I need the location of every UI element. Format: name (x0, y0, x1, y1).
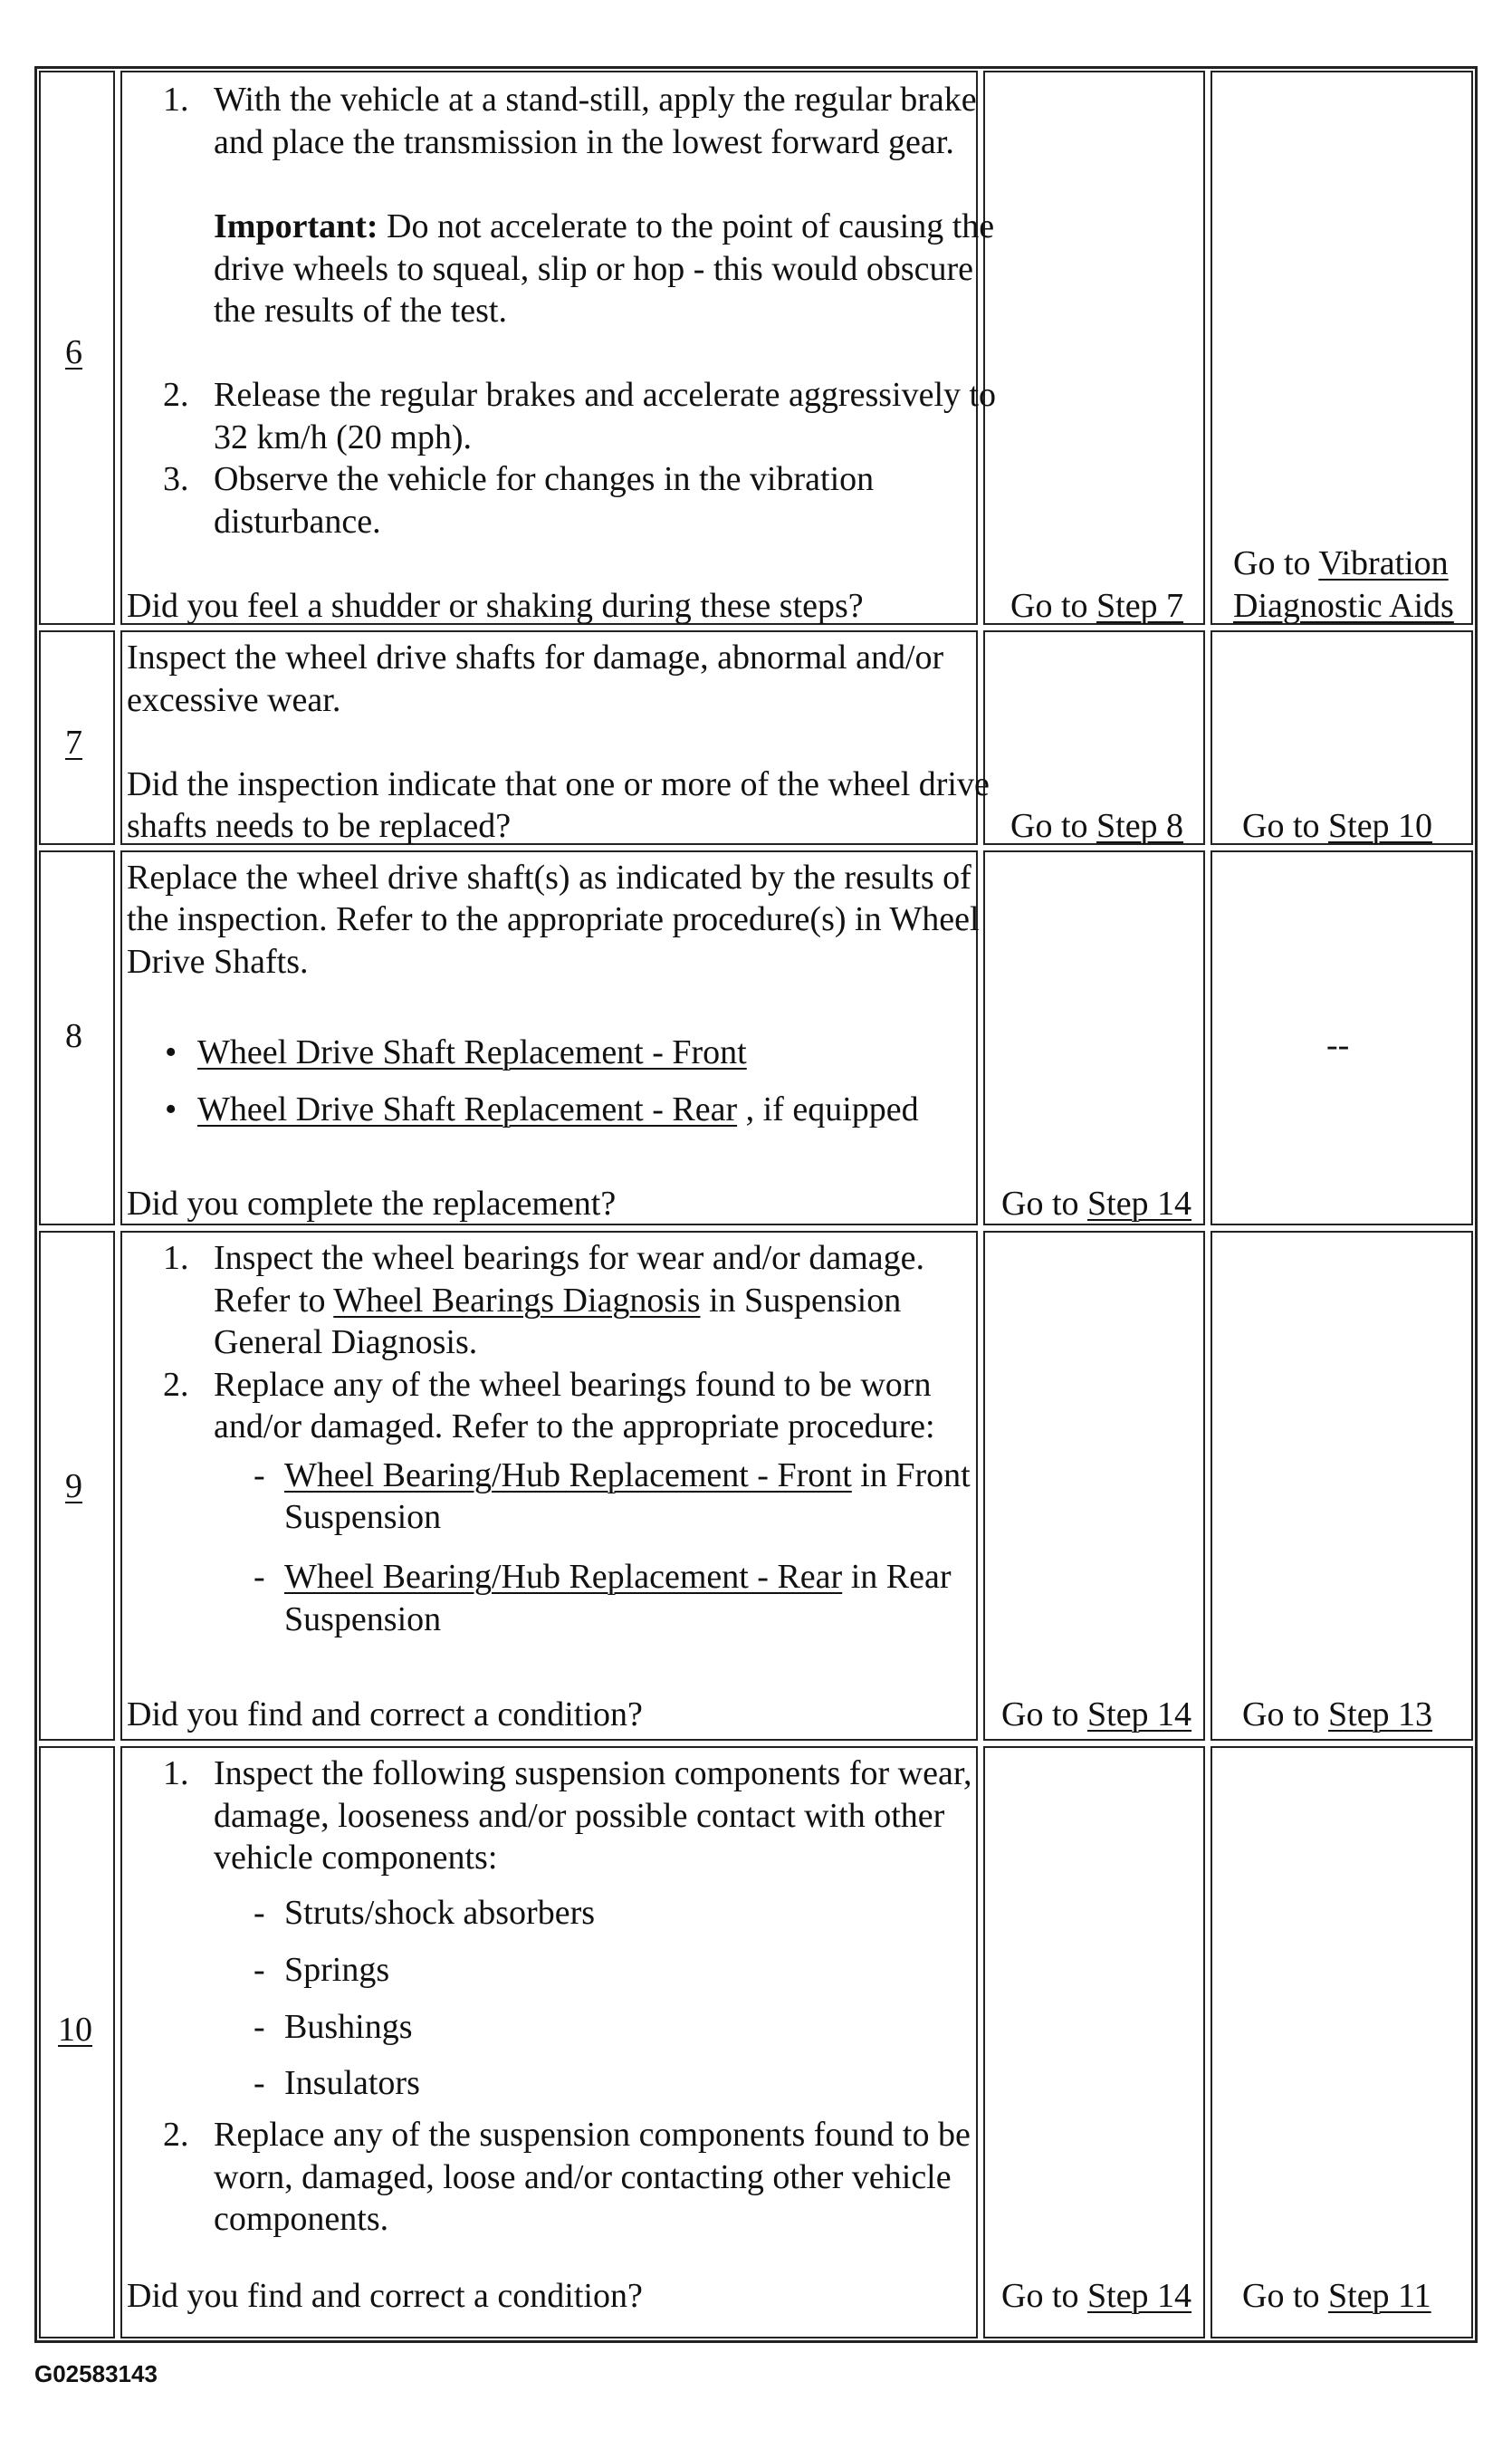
no-result: -- (1326, 1026, 1350, 1064)
no-result: Go to Vibration (1233, 544, 1449, 582)
no-cell-10 (1211, 1746, 1473, 2338)
component-item: Springs (284, 1951, 390, 1989)
instruction-text: 32 km/h (20 mph). (214, 418, 472, 456)
step-link[interactable]: Step 7 (1096, 587, 1184, 625)
step-link[interactable]: Step 14 (1087, 1695, 1192, 1733)
important-note: Important: Do not accelerate to the point of causing the (214, 207, 995, 245)
yes-cell-6 (983, 71, 1205, 625)
instruction-text: Drive Shafts. (127, 943, 309, 981)
dash-icon: - (254, 2008, 265, 2046)
instruction-text: Replace any of the suspension components found to be (214, 2116, 971, 2154)
wheel-bearings-diagnosis-link[interactable]: Wheel Bearings Diagnosis (333, 1282, 701, 1320)
step-number-link[interactable]: 6 (65, 333, 82, 371)
instruction-text: and place the transmission in the lowest forward gear. (214, 123, 954, 161)
no-result: Go to Step 10 (1242, 807, 1433, 845)
bullet-icon: • (165, 1033, 177, 1071)
list-number: 2. (163, 2116, 189, 2154)
yes-cell-10 (983, 1746, 1205, 2338)
important-note: the results of the test. (214, 292, 507, 330)
step-link[interactable]: Step 10 (1328, 807, 1433, 845)
question-text: Did the inspection indicate that one or more of the wheel drive (127, 765, 990, 803)
instruction-text: Inspect the wheel bearings for wear and/or damage. (214, 1239, 924, 1277)
question-text: Did you complete the replacement? (127, 1185, 617, 1223)
yes-result: Go to Step 14 (1001, 2277, 1192, 2315)
instruction-text: damage, looseness and/or possible contact with other (214, 1797, 945, 1835)
step-number-link[interactable]: 10 (58, 2011, 92, 2049)
procedure-item: Wheel Drive Shaft Replacement - Rear , if equipped (197, 1090, 919, 1128)
no-cell-9 (1211, 1231, 1473, 1741)
instruction-text: worn, damaged, loose and/or contacting other vehicle (214, 2158, 952, 2196)
instruction-text: With the vehicle at a stand-still, apply the regular brake (214, 81, 977, 119)
important-note: drive wheels to squeal, slip or hop - this would obscure (214, 250, 974, 288)
instruction-text: Observe the vehicle for changes in the vibration (214, 460, 875, 498)
component-item: Bushings (284, 2008, 413, 2046)
list-number: 1. (163, 1754, 189, 1792)
component-item: Insulators (284, 2064, 420, 2102)
instruction-text: Replace any of the wheel bearings found to be worn (214, 1366, 932, 1404)
procedure-item: Wheel Bearing/Hub Replacement - Rear in Rear (284, 1558, 952, 1596)
figure-code: G02583143 (34, 2360, 158, 2387)
step-link[interactable]: Step 14 (1087, 1185, 1192, 1223)
step-link[interactable]: Step 14 (1087, 2277, 1192, 2315)
question-text: shafts needs to be replaced? (127, 807, 512, 845)
dash-icon: - (254, 1894, 265, 1932)
question-text: Did you find and correct a condition? (127, 2277, 643, 2315)
instruction-text: the inspection. Refer to the appropriate procedure(s) in Wheel (127, 900, 980, 938)
bullet-icon: • (165, 1090, 177, 1128)
list-number: 3. (163, 460, 189, 498)
procedure-item: Suspension (284, 1600, 442, 1638)
yes-result: Go to Step 7 (1010, 587, 1184, 625)
list-number: 2. (163, 376, 189, 414)
yes-result: Go to Step 14 (1001, 1695, 1192, 1733)
instruction-text: disturbance. (214, 503, 381, 541)
yes-result: Go to Step 8 (1010, 807, 1184, 845)
component-item: Struts/shock absorbers (284, 1894, 596, 1932)
list-number: 1. (163, 1239, 189, 1277)
instruction-text: Release the regular brakes and accelerate aggressively to (214, 376, 997, 414)
important-label: Important: (214, 207, 378, 245)
procedure-link[interactable]: Wheel Bearing/Hub Replacement - Front (284, 1456, 852, 1494)
yes-result: Go to Step 14 (1001, 1185, 1192, 1223)
instruction-text: Replace the wheel drive shaft(s) as indicated by the results of (127, 859, 971, 897)
instruction-text: and/or damaged. Refer to the appropriate procedure: (214, 1407, 935, 1445)
procedure-link[interactable]: Wheel Bearing/Hub Replacement - Rear (284, 1558, 843, 1596)
instruction-text: General Diagnosis. (214, 1323, 478, 1361)
dash-icon: - (254, 1456, 265, 1494)
question-text: Did you feel a shudder or shaking during these steps? (127, 587, 864, 625)
vibration-diagnostic-aids-link[interactable]: Diagnostic Aids (1233, 587, 1454, 625)
instruction-text: vehicle components: (214, 1839, 498, 1877)
instruction-text: Inspect the following suspension components for wear, (214, 1754, 972, 1792)
dash-icon: - (254, 1558, 265, 1596)
procedure-link[interactable]: Wheel Drive Shaft Replacement - Rear (197, 1090, 738, 1128)
step-link[interactable]: Step 11 (1328, 2277, 1431, 2315)
list-number: 1. (163, 81, 189, 119)
instruction-text: Inspect the wheel drive shafts for damage, abnormal and/or (127, 639, 944, 677)
procedure-item: Suspension (284, 1498, 442, 1536)
step-number-link[interactable]: 9 (65, 1467, 82, 1505)
step-number: 8 (65, 1017, 82, 1055)
no-result: Go to Step 11 (1242, 2277, 1431, 2315)
step-number-link[interactable]: 7 (65, 724, 82, 762)
instruction-text: Refer to Wheel Bearings Diagnosis in Suspension (214, 1282, 902, 1320)
instruction-text: components. (214, 2200, 389, 2238)
procedure-link[interactable]: Wheel Drive Shaft Replacement - Front (197, 1033, 747, 1071)
yes-cell-8 (983, 850, 1205, 1225)
list-number: 2. (163, 1366, 189, 1404)
instruction-text: excessive wear. (127, 681, 341, 719)
step-link[interactable]: Step 13 (1328, 1695, 1433, 1733)
step-link[interactable]: Step 8 (1096, 807, 1184, 845)
dash-icon: - (254, 2064, 265, 2102)
dash-icon: - (254, 1951, 265, 1989)
yes-cell-9 (983, 1231, 1205, 1741)
no-result: Go to Step 13 (1242, 1695, 1433, 1733)
vibration-diagnostic-aids-link[interactable]: Vibration (1318, 544, 1449, 582)
procedure-item: Wheel Bearing/Hub Replacement - Front in Front (284, 1456, 971, 1494)
question-text: Did you find and correct a condition? (127, 1695, 643, 1733)
